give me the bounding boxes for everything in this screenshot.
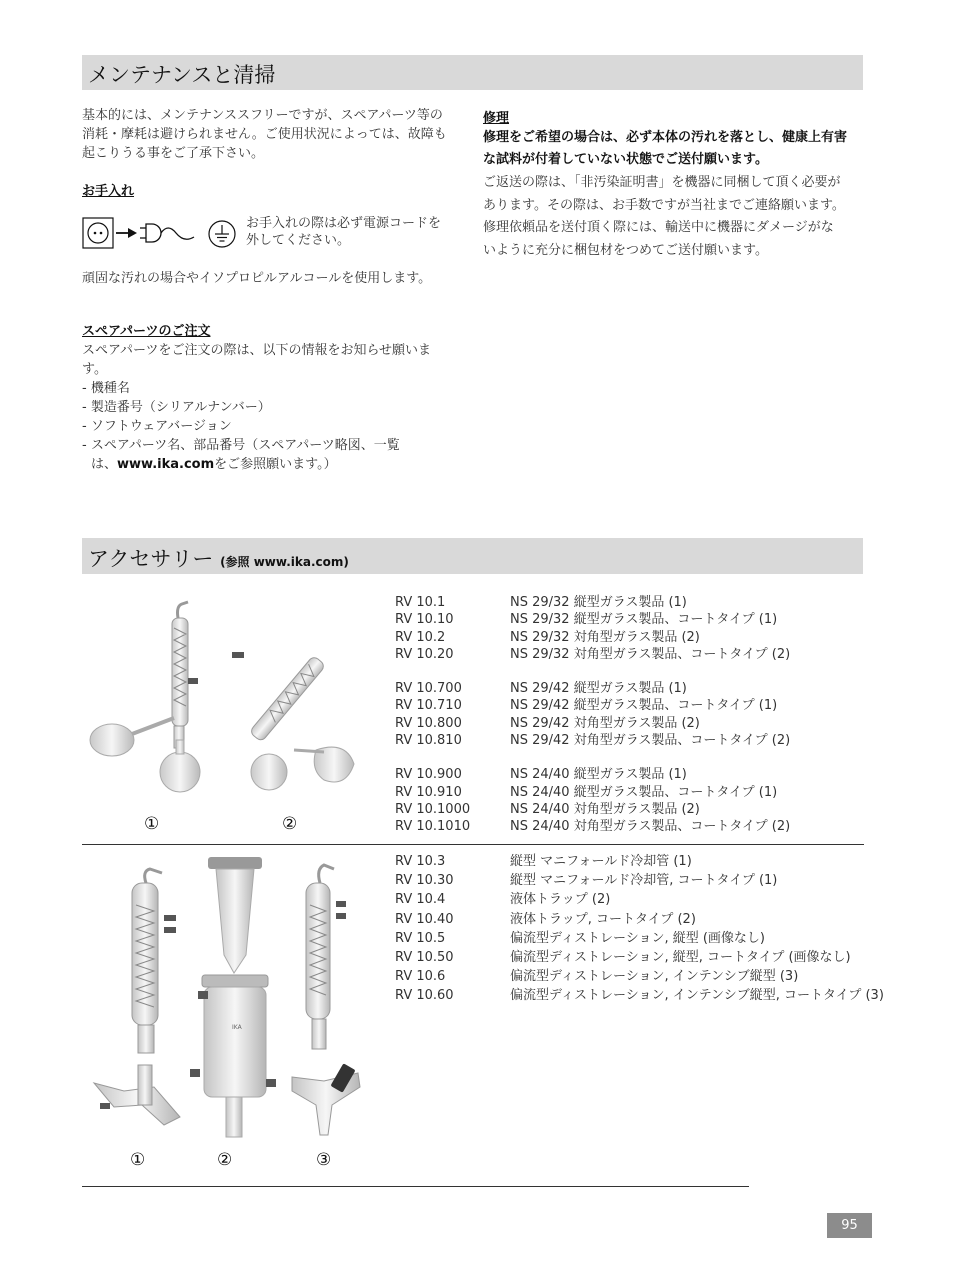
maintenance-title: メンテナンスと清掃 — [88, 63, 276, 87]
accessory-code: RV 10.1000 — [395, 801, 471, 817]
accessory-description: 液体トラップ, コートタイプ (2) — [510, 911, 696, 927]
accessory-description: 偏流型ディストレーション, 縦型, コートタイプ (画像なし) — [510, 949, 851, 965]
accessory-description: NS 24/40 対角型ガラス製品 (2) — [510, 801, 700, 817]
accessory-description: 縦型 マニフォールド冷却管, コートタイプ (1) — [510, 873, 778, 889]
repair-heading: 修理 — [483, 111, 510, 126]
accessory-code: RV 10.20 — [395, 646, 454, 662]
glassware-set-photo-1 — [84, 600, 374, 800]
photo2-label-3: ③ — [316, 1150, 332, 1170]
accessory-code: RV 10.40 — [395, 911, 454, 927]
accessory-code: RV 10.1010 — [395, 819, 471, 835]
accessory-description: 偏流型ディストレーション, インテンシブ縦型, コートタイプ (3) — [510, 988, 884, 1004]
accessory-code: RV 10.710 — [395, 698, 462, 714]
accessory-description: 液体トラップ (2) — [510, 892, 611, 908]
repair-instructions: ご返送の際は、「非汚染証明書」を機器に同梱して頂く必要が あります。その際は、お手数ですが当社までご連絡願います。 修理依頼品を送付頂く際には、輸送中に機器にダメージがな いように充分に梱包材をつめてご送付願います。 — [483, 175, 845, 258]
accessory-code: RV 10.6 — [395, 969, 446, 985]
accessory-description: NS 29/32 対角型ガラス製品 (2) — [510, 629, 700, 645]
accessory-code: RV 10.810 — [395, 733, 462, 749]
accessory-code: RV 10.700 — [395, 681, 462, 697]
accessory-description: NS 24/40 縦型ガラス製品、コートタイプ (1) — [510, 784, 778, 800]
accessory-description: NS 29/32 対角型ガラス製品、コートタイプ (2) — [510, 646, 791, 662]
accessory-description: NS 29/42 対角型ガラス製品 (2) — [510, 715, 700, 731]
accessories-subtitle: (参照 www.ika.com) — [220, 555, 349, 569]
accessory-code: RV 10.910 — [395, 784, 462, 800]
accessory-description: NS 29/42 対角型ガラス製品、コートタイプ (2) — [510, 733, 791, 749]
photo2-label-2: ② — [217, 1150, 233, 1170]
accessories-header-band — [82, 538, 863, 574]
bottom-rule — [82, 1186, 749, 1187]
photo2-brand-mark: IKA — [232, 1024, 242, 1031]
unplug-note: お手入れの際は必ず電源コードを 外してください。 — [246, 216, 442, 248]
accessories-title: アクセサリー (参照 www.ika.com) — [88, 547, 349, 571]
repair-warning: 修理をご希望の場合は、必ず本体の汚れを落とし、健康上有害 な試料が付着していない状態でご送付願います。 — [483, 130, 848, 167]
accessory-description: NS 29/42 縦型ガラス製品、コートタイプ (1) — [510, 698, 778, 714]
accessory-code: RV 10.800 — [395, 715, 462, 731]
accessory-description: 縦型 マニフォールド冷却管 (1) — [510, 854, 692, 869]
maintenance-header-band — [82, 55, 863, 90]
glassware-set-photo-2 — [84, 855, 374, 1150]
page-number: 95 — [827, 1213, 872, 1238]
accessory-description: 偏流型ディストレーション, 縦型 (画像なし) — [510, 930, 765, 946]
accessory-description: NS 29/42 縦型ガラス製品 (1) — [510, 681, 687, 697]
maintenance-intro: 基本的には、メンテナンススフリーですが、スペアパーツ等の 消耗・摩耗は避けられません。ご使用状況によっては、故障も 起こりうる事をご了承下さい。 — [82, 108, 447, 161]
care-heading: お手入れ — [82, 184, 135, 199]
ground-symbol-icon — [206, 218, 238, 250]
photo2-label-1: ① — [130, 1150, 146, 1170]
photo1-label-1: ① — [144, 814, 160, 834]
accessory-description: NS 29/32 縦型ガラス製品、コートタイプ (1) — [510, 612, 778, 628]
accessory-code: RV 10.900 — [395, 767, 462, 783]
accessory-description: NS 24/40 対角型ガラス製品、コートタイプ (2) — [510, 819, 791, 835]
ika-website-link[interactable]: www.ika.com — [117, 457, 215, 472]
accessory-code: RV 10.50 — [395, 949, 454, 965]
accessory-code: RV 10.1 — [395, 595, 446, 610]
photo1-label-2: ② — [282, 814, 298, 834]
accessory-description: 偏流型ディストレーション, インテンシブ縦型 (3) — [510, 969, 799, 985]
accessory-code: RV 10.2 — [395, 629, 446, 645]
accessory-code: RV 10.10 — [395, 612, 454, 628]
accessory-code: RV 10.5 — [395, 930, 446, 946]
table-divider — [82, 844, 864, 845]
stubborn-dirt-note: 頑固な汚れの場合やイソプロピルアルコールを使用します。 — [82, 271, 432, 286]
accessory-code: RV 10.4 — [395, 892, 446, 908]
spare-parts-info: スペアパーツをご注文の際は、以下の情報をお知らせ願いま す。 - 機種名 - 製造番号（シリアルナンバー） - ソフトウェアバージョン - スペアパーツ名、部品番号（スペアパーツ略図、一覧 は、www.ika.comをご参照願います。） — [82, 343, 432, 472]
accessory-description: NS 24/40 縦型ガラス製品 (1) — [510, 767, 687, 783]
accessory-code: RV 10.60 — [395, 988, 454, 1004]
accessory-code: RV 10.30 — [395, 873, 454, 889]
accessory-code: RV 10.3 — [395, 854, 446, 869]
spare-parts-heading: スペアパーツのご注文 — [82, 324, 211, 339]
accessory-description: NS 29/32 縦型ガラス製品 (1) — [510, 595, 687, 610]
